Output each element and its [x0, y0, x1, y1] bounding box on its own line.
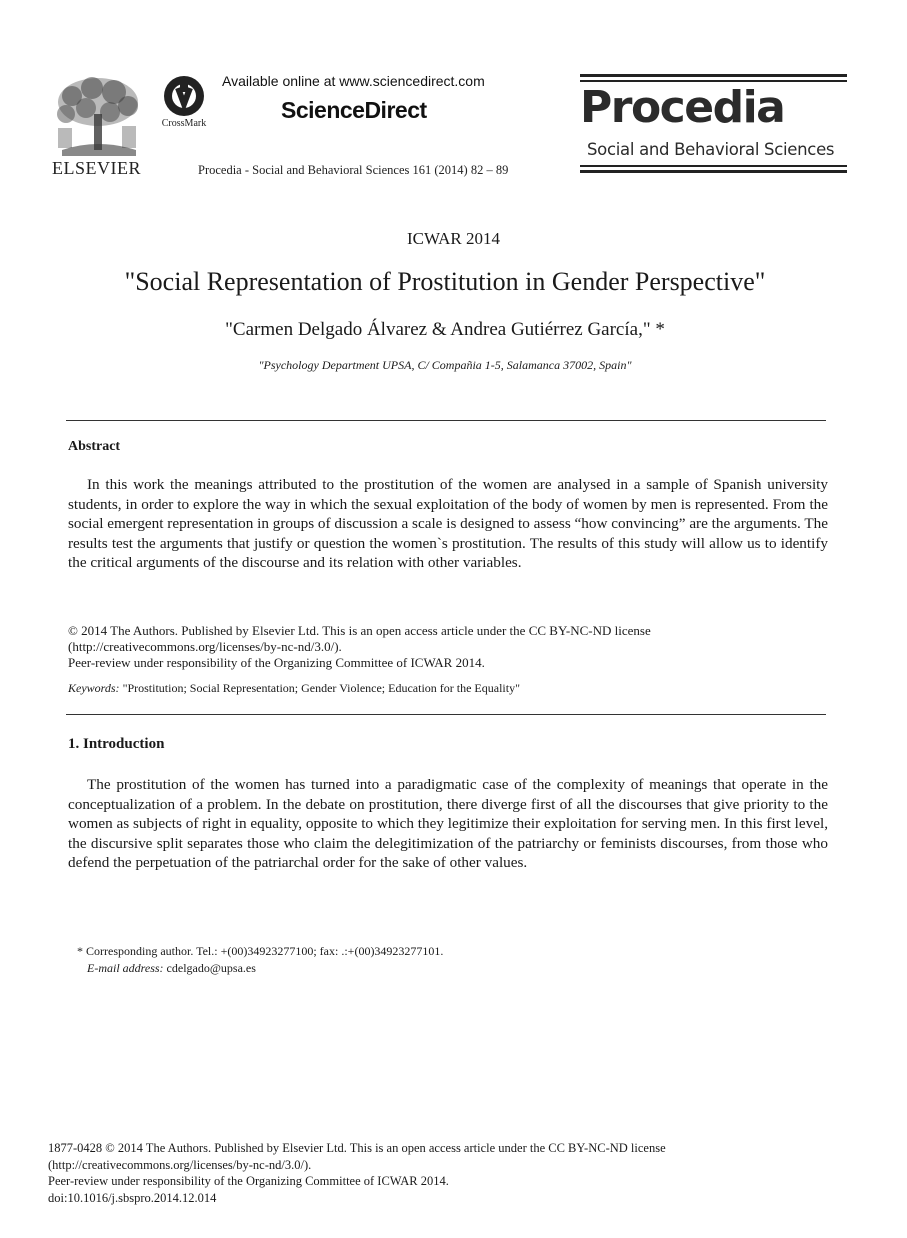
journal-reference: Procedia - Social and Behavioral Sciences 161 (2014) 82 – 89 — [198, 163, 509, 177]
procedia-subtitle: Social and Behavioral Sciences — [587, 140, 835, 159]
keywords-list: "Prostitution; Social Representation; Gender Violence; Education for the Equality" — [122, 681, 520, 695]
introduction-text: The prostitution of the women has turned into a paradigmatic case of the complexity of meanings that operate in the conceptualization of a problem. In the debate on prostitution, there diverge first of all the discourses that give priority to the women as subjects of right in equality, opposite to which they legitimize their exploitation for serving men. In this first level, the discursive split separates those who claim the delegitimization of the patriarchy or feminists discourses, from those who defend the perpetuation of the patriarchal order for the sake of other values. — [68, 776, 828, 872]
crossmark-label: CrossMark — [161, 118, 207, 129]
divider-bottom — [66, 714, 826, 715]
sciencedirect-logo[interactable]: ScienceDirect — [281, 97, 427, 123]
page-footer — [48, 1140, 666, 1206]
elsevier-tree-logo — [52, 76, 144, 158]
available-online-text: Available online at www.sciencedirect.com — [222, 73, 485, 89]
footer-license-line: 1877-0428 © 2014 The Authors. Published by Elsevier Ltd. This is an open access article under the CC BY-NC-ND license — [48, 1141, 666, 1155]
procedia-title: Procedia — [580, 82, 785, 133]
author-affiliation: "Psychology Department UPSA, C/ Compañia 1-5, Salamanca 37002, Spain" — [258, 358, 632, 372]
conference-name: ICWAR 2014 — [406, 229, 501, 248]
elsevier-wordmark: ELSEVIER — [52, 158, 141, 178]
email-address[interactable]: cdelgado@upsa.es — [166, 961, 256, 975]
keywords — [68, 681, 520, 696]
paper-title: "Social Representation of Prostitution in Gender Perspective" — [124, 267, 766, 296]
email-label: E-mail address: — [87, 961, 164, 975]
footer-doi[interactable]: doi:10.1016/j.sbspro.2014.12.014 — [48, 1190, 217, 1205]
footer-peer-review: Peer-review under responsibility of the Organizing Committee of ICWAR 2014. — [48, 1174, 449, 1188]
license-link[interactable]: (http://creativecommons.org/licenses/by-nc-nd/3.0/). — [68, 639, 342, 654]
corresponding-author-line: * Corresponding author. Tel.: +(00)34923277100; fax: .:+(00)34923277101. — [77, 944, 444, 958]
peer-review-note: Peer-review under responsibility of the Organizing Committee of ICWAR 2014. — [68, 655, 485, 670]
introduction-heading: 1. Introduction — [68, 736, 165, 752]
paper-authors: "Carmen Delgado Álvarez & Andrea Gutiérrez García," * — [225, 319, 665, 340]
keywords-label: Keywords: — [68, 681, 120, 695]
copyright-line: © 2014 The Authors. Published by Elsevier Ltd. This is an open access article under the CC BY-NC-ND license — [68, 623, 651, 638]
abstract-text: In this work the meanings attributed to the prostitution of the women are analysed in a sample of Spanish university students, in order to explore the way in which the sexual exploitation of the body of women by men is represented. From the social emergent representation in groups of discussion a scale is designed to assess “how convincing” are the arguments. The results test the arguments that justify or question the women`s prostitution. The results of this study will allow us to identify the critical arguments of the discourse and its relation with other variables. — [68, 476, 828, 572]
corresponding-author-footnote — [77, 943, 443, 977]
divider-top — [66, 420, 826, 421]
copyright-notice — [68, 623, 828, 671]
footer-license-link[interactable]: (http://creativecommons.org/licenses/by-nc-nd/3.0/). — [48, 1157, 312, 1172]
abstract-heading: Abstract — [68, 439, 121, 454]
